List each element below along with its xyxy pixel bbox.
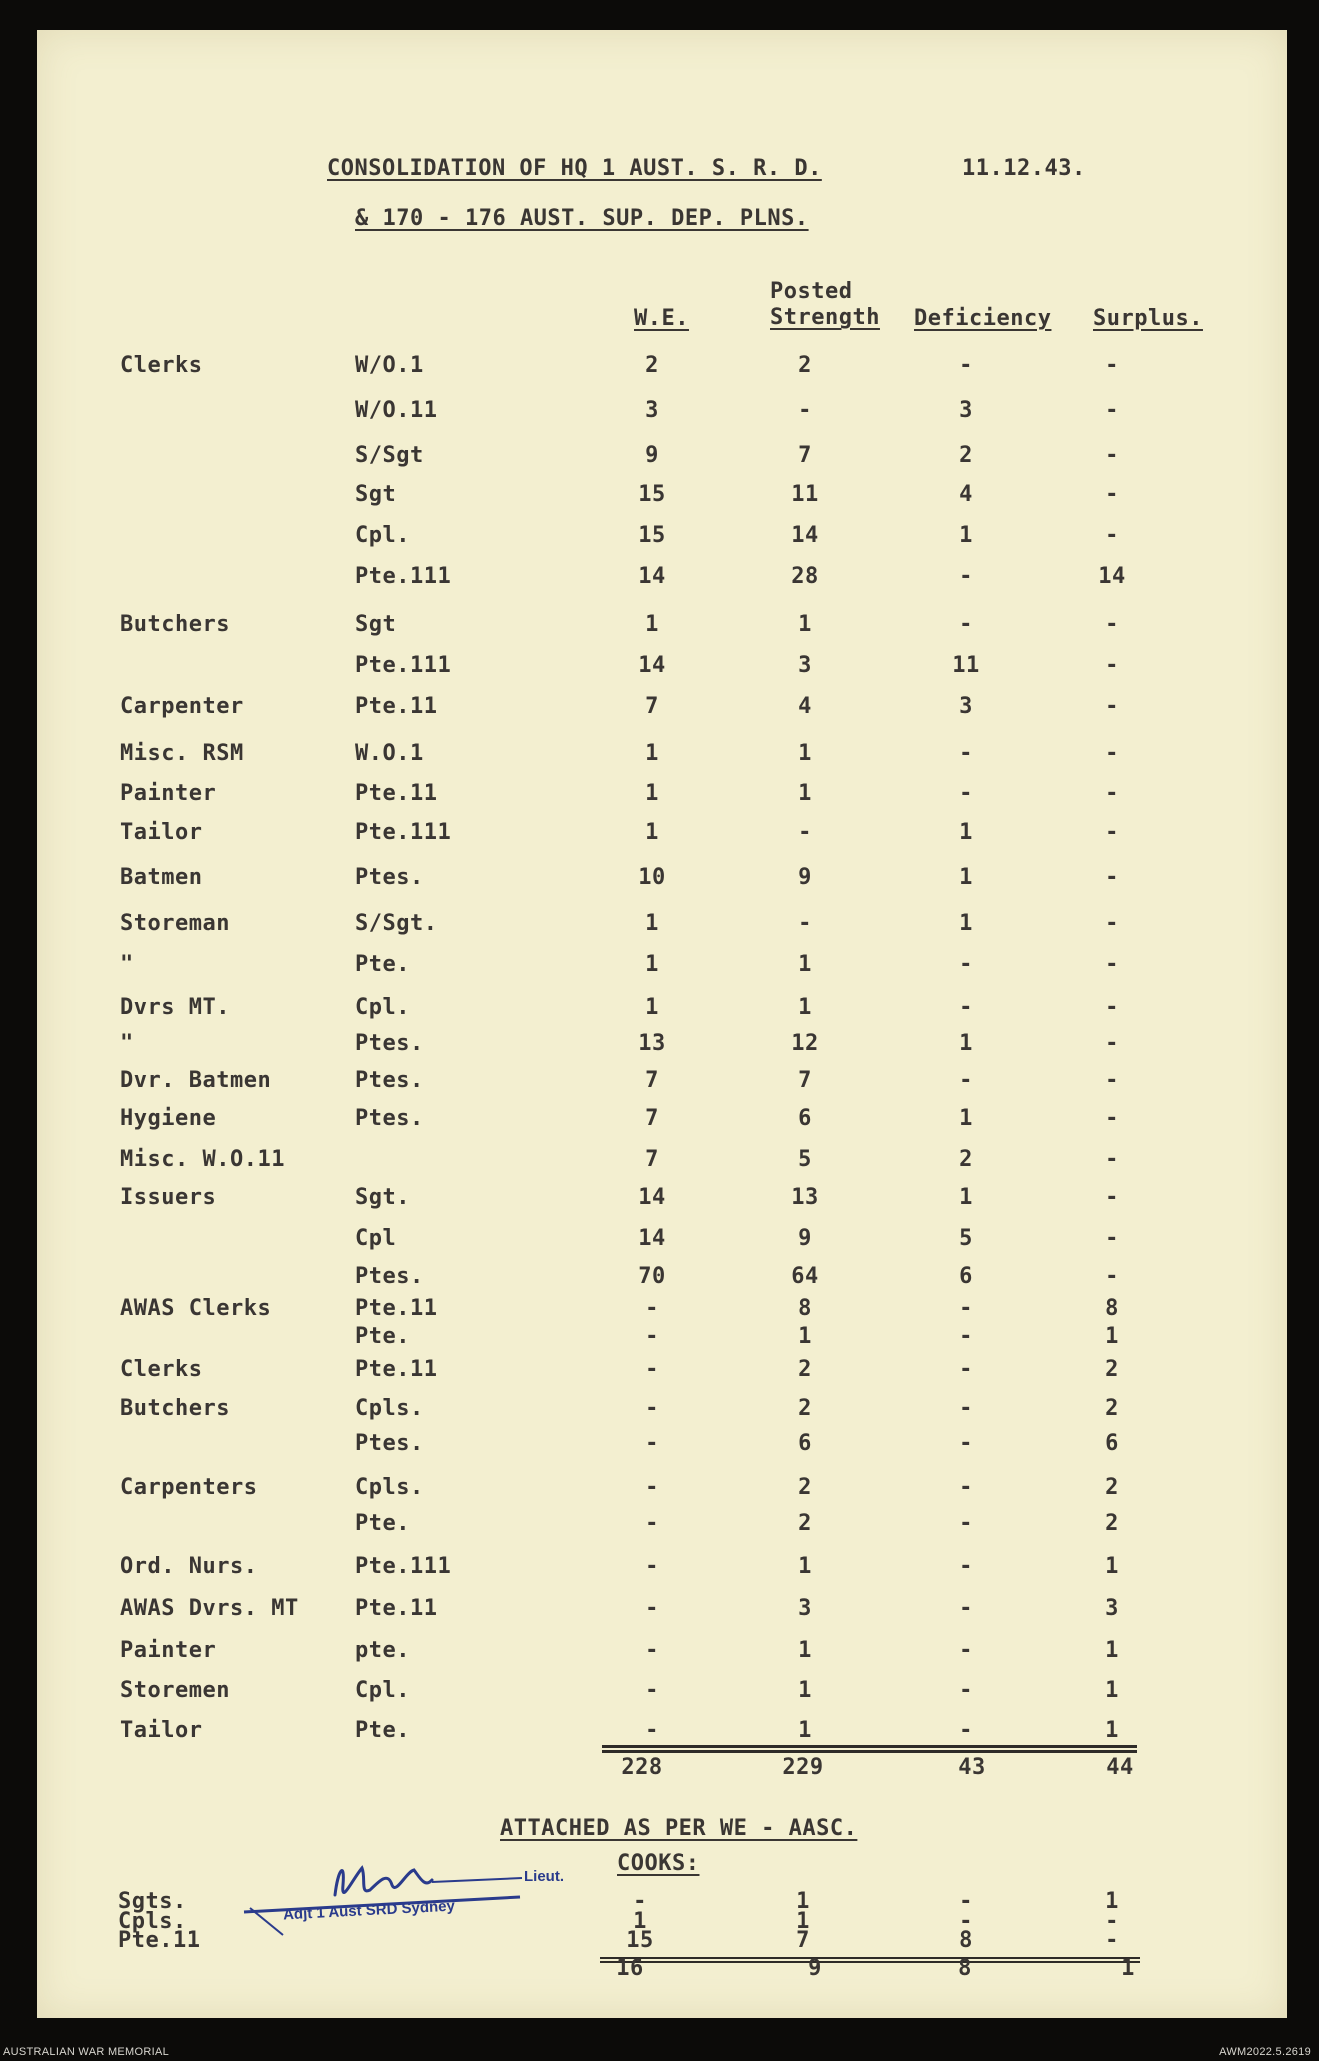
- deficiency-cell: -: [959, 1475, 973, 1500]
- posted-cell: -: [798, 398, 812, 423]
- posted-cell: 8: [798, 1296, 812, 1321]
- we-cell: -: [645, 1678, 659, 1703]
- rank-cell: S/Sgt.: [355, 911, 438, 936]
- posted-cell: 2: [798, 1475, 812, 1500]
- rank-cell: Sgt: [355, 482, 397, 507]
- rank-cell: Pte.111: [355, 820, 452, 845]
- we-cell: 1: [645, 911, 659, 936]
- posted-cell: 1: [798, 1554, 812, 1579]
- rank-cell: Pte.111: [355, 1554, 452, 1579]
- we-cell: 14: [638, 1226, 666, 1251]
- posted-cell: 7: [798, 443, 812, 468]
- rank-cell: W/O.1: [355, 353, 424, 378]
- surplus-cell: -: [1105, 523, 1119, 548]
- we-cell: -: [645, 1475, 659, 1500]
- deficiency-cell: 1: [959, 1106, 973, 1131]
- deficiency-cell: 6: [959, 1264, 973, 1289]
- rank-cell: Cpl: [355, 1226, 397, 1251]
- deficiency-cell: 5: [959, 1226, 973, 1251]
- posted-cell: 1: [798, 741, 812, 766]
- deficiency-cell: -: [959, 1396, 973, 1421]
- rank-cell: Pte.111: [355, 564, 452, 589]
- posted-cell: 2: [798, 1357, 812, 1382]
- rank-cell: Cpl.: [355, 523, 410, 548]
- posted-cell: 11: [791, 482, 819, 507]
- cooks-total-rule-bottom: [600, 1961, 1140, 1963]
- trade-cell: Misc. W.O.11: [120, 1147, 285, 1172]
- col-header-surplus: Surplus.: [1093, 306, 1203, 331]
- we-cell: 13: [638, 1031, 666, 1056]
- totals-rule-top: [602, 1745, 1137, 1748]
- surplus-cell: 2: [1105, 1396, 1119, 1421]
- surplus-cell: -: [1105, 1264, 1119, 1289]
- trade-cell: Painter: [120, 1638, 217, 1663]
- trade-cell: Storemen: [120, 1678, 230, 1703]
- footer-reference: AWM2022.5.2619: [1219, 2046, 1311, 2058]
- deficiency-cell: -: [959, 1324, 973, 1349]
- cooks-total-we: 16: [616, 1956, 644, 1981]
- rank-cell: Pte.11: [355, 694, 438, 719]
- trade-cell: ": [120, 952, 134, 977]
- we-cell: -: [645, 1718, 659, 1743]
- posted-cell: -: [798, 820, 812, 845]
- cooks-deficiency-cell: -: [959, 1889, 973, 1914]
- cooks-surplus-cell: 1: [1105, 1889, 1119, 1914]
- deficiency-cell: 11: [952, 653, 980, 678]
- surplus-cell: 1: [1105, 1638, 1119, 1663]
- rank-cell: Pte.11: [355, 1357, 438, 1382]
- deficiency-cell: 1: [959, 911, 973, 936]
- we-cell: 1: [645, 820, 659, 845]
- surplus-cell: -: [1105, 694, 1119, 719]
- total-we: 228: [621, 1755, 663, 1780]
- surplus-cell: -: [1105, 911, 1119, 936]
- posted-cell: 64: [791, 1264, 819, 1289]
- we-cell: 1: [645, 741, 659, 766]
- deficiency-cell: 1: [959, 1185, 973, 1210]
- attached-heading: ATTACHED AS PER WE - AASC.: [500, 1816, 858, 1841]
- trade-cell: AWAS Dvrs. MT: [120, 1596, 299, 1621]
- we-cell: 1: [645, 952, 659, 977]
- we-cell: 10: [638, 865, 666, 890]
- we-cell: 15: [638, 523, 666, 548]
- we-cell: 9: [645, 443, 659, 468]
- surplus-cell: -: [1105, 1185, 1119, 1210]
- surplus-cell: -: [1105, 952, 1119, 977]
- surplus-cell: -: [1105, 443, 1119, 468]
- trade-cell: Misc. RSM: [120, 741, 244, 766]
- posted-cell: 13: [791, 1185, 819, 1210]
- adjutant-stamp: Adjt 1 Aust SRD Sydney: [282, 1897, 456, 1924]
- trade-cell: Storeman: [120, 911, 230, 936]
- trade-cell: Painter: [120, 781, 217, 806]
- deficiency-cell: -: [959, 1431, 973, 1456]
- trade-cell: Dvr. Batmen: [120, 1068, 272, 1093]
- cooks-rank-cell: Pte.11: [118, 1928, 201, 1953]
- posted-cell: 5: [798, 1147, 812, 1172]
- trade-cell: Butchers: [120, 612, 230, 637]
- posted-cell: 3: [798, 653, 812, 678]
- rank-cell: Pte.11: [355, 1596, 438, 1621]
- cooks-surplus-cell: -: [1105, 1909, 1119, 1934]
- trade-cell: Tailor: [120, 820, 203, 845]
- footer-source: AUSTRALIAN WAR MEMORIAL: [3, 2046, 170, 2058]
- trade-cell: Clerks: [120, 353, 203, 378]
- posted-cell: 1: [798, 1678, 812, 1703]
- rank-cell: Cpl.: [355, 1678, 410, 1703]
- surplus-cell: 14: [1098, 564, 1126, 589]
- surplus-cell: -: [1105, 741, 1119, 766]
- surplus-cell: 3: [1105, 1596, 1119, 1621]
- deficiency-cell: 2: [959, 1147, 973, 1172]
- deficiency-cell: -: [959, 995, 973, 1020]
- posted-cell: 9: [798, 1226, 812, 1251]
- we-cell: -: [645, 1511, 659, 1536]
- posted-cell: 3: [798, 1596, 812, 1621]
- surplus-cell: 2: [1105, 1475, 1119, 1500]
- deficiency-cell: -: [959, 1357, 973, 1382]
- trade-cell: Tailor: [120, 1718, 203, 1743]
- posted-cell: 1: [798, 1324, 812, 1349]
- posted-cell: 12: [791, 1031, 819, 1056]
- we-cell: -: [645, 1431, 659, 1456]
- we-cell: -: [645, 1554, 659, 1579]
- cooks-we-cell: 15: [626, 1928, 654, 1953]
- we-cell: -: [645, 1296, 659, 1321]
- surplus-cell: 2: [1105, 1511, 1119, 1536]
- deficiency-cell: -: [959, 1068, 973, 1093]
- surplus-cell: 1: [1105, 1678, 1119, 1703]
- we-cell: -: [645, 1324, 659, 1349]
- posted-cell: 9: [798, 865, 812, 890]
- surplus-cell: -: [1105, 1147, 1119, 1172]
- rank-cell: Cpls.: [355, 1475, 424, 1500]
- we-cell: 70: [638, 1264, 666, 1289]
- deficiency-cell: -: [959, 741, 973, 766]
- posted-cell: 4: [798, 694, 812, 719]
- cooks-total-deficiency: 8: [958, 1956, 972, 1981]
- surplus-cell: 1: [1105, 1554, 1119, 1579]
- rank-cell: Pte.11: [355, 781, 438, 806]
- col-header-posted-1: Posted: [770, 279, 853, 304]
- rank-cell: Sgt: [355, 612, 397, 637]
- we-cell: 14: [638, 1185, 666, 1210]
- posted-cell: 1: [798, 612, 812, 637]
- posted-cell: 1: [798, 995, 812, 1020]
- deficiency-cell: 3: [959, 398, 973, 423]
- cooks-we-cell: -: [633, 1889, 647, 1914]
- total-deficiency: 43: [958, 1755, 986, 1780]
- cooks-total-rule-top: [600, 1957, 1140, 1959]
- cooks-posted-cell: 1: [796, 1909, 810, 1934]
- rank-cell: W.O.1: [355, 741, 424, 766]
- rank-cell: Ptes.: [355, 1031, 424, 1056]
- trade-cell: Batmen: [120, 865, 203, 890]
- posted-cell: 2: [798, 1511, 812, 1536]
- we-cell: 14: [638, 653, 666, 678]
- col-header-deficiency: Deficiency: [914, 306, 1052, 331]
- rank-cell: Pte.: [355, 952, 410, 977]
- cooks-total-surplus: 1: [1121, 1956, 1135, 1981]
- rank-cell: Cpl.: [355, 995, 410, 1020]
- we-cell: -: [645, 1638, 659, 1663]
- deficiency-cell: -: [959, 1638, 973, 1663]
- rank-cell: Sgt.: [355, 1185, 410, 1210]
- deficiency-cell: 3: [959, 694, 973, 719]
- deficiency-cell: 1: [959, 865, 973, 890]
- posted-cell: 1: [798, 952, 812, 977]
- trade-cell: Hygiene: [120, 1106, 217, 1131]
- deficiency-cell: -: [959, 952, 973, 977]
- deficiency-cell: -: [959, 1596, 973, 1621]
- rank-cell: Ptes.: [355, 1106, 424, 1131]
- posted-cell: 2: [798, 353, 812, 378]
- trade-cell: Carpenters: [120, 1475, 258, 1500]
- surplus-cell: -: [1105, 612, 1119, 637]
- rank-cell: Ptes.: [355, 1264, 424, 1289]
- surplus-cell: -: [1105, 781, 1119, 806]
- surplus-cell: 1: [1105, 1324, 1119, 1349]
- posted-cell: 2: [798, 1396, 812, 1421]
- we-cell: 1: [645, 781, 659, 806]
- cooks-heading: COOKS:: [617, 1851, 700, 1876]
- trade-cell: Dvrs MT.: [120, 995, 230, 1020]
- cooks-rank-cell: Sgts.: [118, 1889, 187, 1914]
- posted-cell: 1: [798, 1718, 812, 1743]
- surplus-cell: -: [1105, 865, 1119, 890]
- document-date: 11.12.43.: [962, 156, 1086, 181]
- surplus-cell: 2: [1105, 1357, 1119, 1382]
- signature-lieut-label: Lieut.: [524, 1868, 564, 1885]
- posted-cell: 28: [791, 564, 819, 589]
- rank-cell: W/O.11: [355, 398, 438, 423]
- posted-cell: 1: [798, 1638, 812, 1663]
- surplus-cell: -: [1105, 1031, 1119, 1056]
- rank-cell: Pte.: [355, 1324, 410, 1349]
- rank-cell: Pte.11: [355, 1296, 438, 1321]
- we-cell: 2: [645, 353, 659, 378]
- cooks-rank-cell: Cpls.: [118, 1909, 187, 1934]
- rank-cell: Ptes.: [355, 1068, 424, 1093]
- deficiency-cell: 2: [959, 443, 973, 468]
- we-cell: 7: [645, 1068, 659, 1093]
- deficiency-cell: 1: [959, 820, 973, 845]
- rank-cell: Pte.: [355, 1511, 410, 1536]
- we-cell: 7: [645, 694, 659, 719]
- trade-cell: Ord. Nurs.: [120, 1554, 258, 1579]
- trade-cell: AWAS Clerks: [120, 1296, 272, 1321]
- rank-cell: pte.: [355, 1638, 410, 1663]
- rank-cell: Ptes.: [355, 1431, 424, 1456]
- deficiency-cell: -: [959, 1554, 973, 1579]
- we-cell: 14: [638, 564, 666, 589]
- rank-cell: Pte.111: [355, 653, 452, 678]
- cooks-total-posted: 9: [808, 1956, 822, 1981]
- cooks-deficiency-cell: 8: [959, 1928, 973, 1953]
- cooks-we-cell: 1: [633, 1909, 647, 1934]
- deficiency-cell: -: [959, 564, 973, 589]
- we-cell: 7: [645, 1147, 659, 1172]
- deficiency-cell: -: [959, 1678, 973, 1703]
- title-line-2: & 170 - 176 AUST. SUP. DEP. PLNS.: [355, 206, 809, 231]
- surplus-cell: -: [1105, 995, 1119, 1020]
- deficiency-cell: -: [959, 781, 973, 806]
- rank-cell: S/Sgt: [355, 443, 424, 468]
- deficiency-cell: 1: [959, 1031, 973, 1056]
- surplus-cell: -: [1105, 1106, 1119, 1131]
- cooks-posted-cell: 7: [796, 1928, 810, 1953]
- cooks-deficiency-cell: -: [959, 1909, 973, 1934]
- total-posted: 229: [782, 1755, 824, 1780]
- title-line-1: CONSOLIDATION OF HQ 1 AUST. S. R. D.: [327, 156, 822, 181]
- trade-cell: Carpenter: [120, 694, 244, 719]
- cooks-surplus-cell: -: [1105, 1928, 1119, 1953]
- posted-cell: 6: [798, 1431, 812, 1456]
- deficiency-cell: -: [959, 612, 973, 637]
- we-cell: -: [645, 1596, 659, 1621]
- surplus-cell: -: [1105, 1226, 1119, 1251]
- trade-cell: ": [120, 1031, 134, 1056]
- we-cell: 3: [645, 398, 659, 423]
- posted-cell: 1: [798, 781, 812, 806]
- cooks-posted-cell: 1: [796, 1889, 810, 1914]
- trade-cell: Butchers: [120, 1396, 230, 1421]
- deficiency-cell: 4: [959, 482, 973, 507]
- surplus-cell: -: [1105, 820, 1119, 845]
- we-cell: -: [645, 1357, 659, 1382]
- total-surplus: 44: [1106, 1755, 1134, 1780]
- trade-cell: Issuers: [120, 1185, 217, 1210]
- surplus-cell: 1: [1105, 1718, 1119, 1743]
- we-cell: -: [645, 1396, 659, 1421]
- surplus-cell: -: [1105, 653, 1119, 678]
- deficiency-cell: -: [959, 1718, 973, 1743]
- posted-cell: 6: [798, 1106, 812, 1131]
- surplus-cell: -: [1105, 1068, 1119, 1093]
- posted-cell: 7: [798, 1068, 812, 1093]
- we-cell: 1: [645, 995, 659, 1020]
- posted-cell: -: [798, 911, 812, 936]
- rank-cell: Pte.: [355, 1718, 410, 1743]
- rank-cell: Ptes.: [355, 865, 424, 890]
- totals-rule-bottom: [602, 1750, 1137, 1753]
- we-cell: 15: [638, 482, 666, 507]
- surplus-cell: -: [1105, 353, 1119, 378]
- we-cell: 7: [645, 1106, 659, 1131]
- surplus-cell: 6: [1105, 1431, 1119, 1456]
- trade-cell: Clerks: [120, 1357, 203, 1382]
- posted-cell: 14: [791, 523, 819, 548]
- surplus-cell: -: [1105, 482, 1119, 507]
- deficiency-cell: -: [959, 1296, 973, 1321]
- deficiency-cell: -: [959, 353, 973, 378]
- we-cell: 1: [645, 612, 659, 637]
- col-header-posted-2: Strength: [770, 305, 880, 330]
- rank-cell: Cpls.: [355, 1396, 424, 1421]
- col-header-we: W.E.: [634, 306, 689, 331]
- deficiency-cell: 1: [959, 523, 973, 548]
- surplus-cell: -: [1105, 398, 1119, 423]
- surplus-cell: 8: [1105, 1296, 1119, 1321]
- deficiency-cell: -: [959, 1511, 973, 1536]
